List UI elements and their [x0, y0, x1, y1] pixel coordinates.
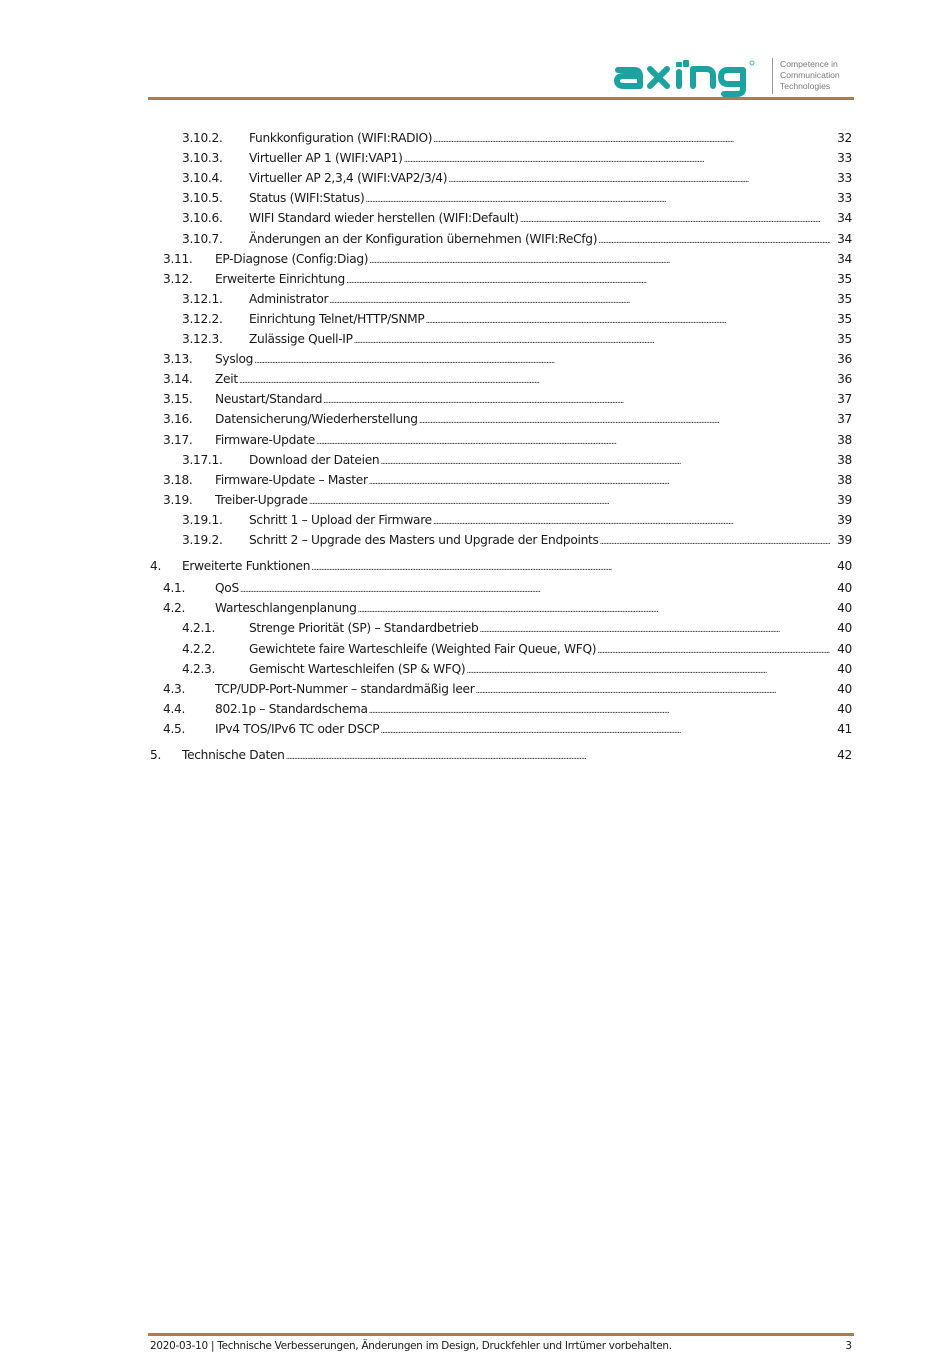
- toc-entry-title: 802.1p – Standardschema: [215, 701, 368, 716]
- toc-dot-leader: [597, 642, 830, 660]
- toc-entry-number: 4.: [150, 558, 162, 573]
- tagline-line: Communication: [780, 70, 840, 80]
- toc-entry-page: 40: [837, 681, 852, 696]
- toc-entry-page: 34: [837, 211, 852, 226]
- toc-entry[interactable]: [148, 129, 852, 147]
- toc-entry-number: 3.12.: [163, 271, 193, 286]
- toc-entry[interactable]: [148, 270, 852, 288]
- toc-dot-leader: [316, 433, 830, 451]
- toc-dot-leader: [475, 682, 830, 700]
- toc-entry-page: 40: [837, 701, 852, 716]
- toc-entry[interactable]: [148, 660, 852, 678]
- toc-entry-page: 36: [837, 352, 852, 367]
- toc-entry[interactable]: [148, 250, 852, 268]
- toc-entry[interactable]: [148, 640, 852, 658]
- toc-entry-title: Neustart/Standard: [215, 392, 323, 407]
- toc-dot-leader: [600, 533, 830, 551]
- toc-entry-title: Status (WIFI:Status): [249, 191, 365, 206]
- header-rule: [148, 97, 854, 100]
- toc-entry-number: 4.2.3.: [182, 661, 216, 676]
- toc-dot-leader: [369, 252, 830, 270]
- toc-entry-number: 3.10.3.: [182, 151, 223, 166]
- toc-entry-number: 5.: [150, 747, 162, 762]
- toc-dot-leader: [254, 352, 830, 370]
- toc-entry[interactable]: [148, 511, 852, 529]
- toc-dot-leader: [365, 191, 830, 209]
- toc-entry[interactable]: [148, 350, 852, 368]
- toc-entry-title: WIFI Standard wieder herstellen (WIFI:Default): [249, 211, 519, 226]
- toc-entry-page: 40: [837, 661, 852, 676]
- toc-dot-leader: [311, 559, 830, 577]
- toc-entry-number: 4.2.: [163, 601, 186, 616]
- toc-entry[interactable]: [148, 290, 852, 308]
- toc-entry-number: 3.13.: [163, 352, 193, 367]
- toc-entry[interactable]: [148, 531, 852, 549]
- toc-entry-title: Gemischt Warteschleifen (SP & WFQ): [249, 661, 466, 676]
- toc-dot-leader: [448, 171, 830, 189]
- toc-entry-number: 3.12.2.: [182, 311, 223, 326]
- toc-dot-leader: [240, 581, 830, 599]
- toc-entry-title: Erweiterte Funktionen: [182, 558, 311, 573]
- toc-entry[interactable]: [148, 491, 852, 509]
- axing-logo: [612, 58, 852, 98]
- toc-entry[interactable]: [148, 390, 852, 408]
- toc-entry-title: Virtueller AP 2,3,4 (WIFI:VAP2/3/4): [249, 171, 448, 186]
- toc-entry[interactable]: [148, 471, 852, 489]
- toc-entry-title: EP-Diagnose (Config:Diag): [215, 251, 369, 266]
- toc-entry-page: 35: [837, 291, 852, 306]
- toc-entry-number: 3.14.: [163, 372, 193, 387]
- axing-wordmark-logo: [612, 58, 768, 98]
- toc-entry-page: 33: [837, 151, 852, 166]
- toc-entry-title: Funkkonfiguration (WIFI:RADIO): [249, 131, 433, 145]
- toc-dot-leader: [380, 453, 830, 471]
- toc-dot-leader: [329, 292, 830, 310]
- toc-dot-leader: [309, 493, 830, 511]
- toc-entry-page: 32: [837, 131, 852, 145]
- toc-entry[interactable]: [148, 451, 852, 469]
- toc-entry-page: 35: [837, 311, 852, 326]
- toc-entry-title: Strenge Priorität (SP) – Standardbetrieb: [249, 621, 479, 636]
- toc-entry[interactable]: [148, 230, 852, 248]
- toc-entry-page: 35: [837, 271, 852, 286]
- toc-dot-leader: [346, 272, 830, 290]
- toc-dot-leader: [419, 412, 830, 430]
- toc-entry-title: Administrator: [249, 291, 329, 306]
- logo-tagline: [780, 59, 840, 92]
- toc-entry-page: 37: [837, 412, 852, 427]
- page-number: 3: [845, 1340, 852, 1352]
- toc-entry-number: 4.2.1.: [182, 621, 216, 636]
- toc-entry-page: 40: [837, 601, 852, 616]
- toc-entry-page: 40: [837, 641, 852, 656]
- toc-entry-title: Warteschlangenplanung: [215, 601, 357, 616]
- toc-entry-title: TCP/UDP-Port-Nummer – standardmäßig leer: [215, 681, 475, 696]
- toc-entry[interactable]: [148, 149, 852, 167]
- toc-entry[interactable]: [148, 209, 852, 227]
- toc-entry-number: 3.17.1.: [182, 452, 223, 467]
- toc-entry-number: 3.10.6.: [182, 211, 223, 226]
- toc-entry[interactable]: [148, 579, 852, 597]
- toc-entry-page: 39: [837, 533, 852, 547]
- toc-entry[interactable]: [148, 746, 852, 764]
- toc-entry-number: 3.19.: [163, 492, 193, 507]
- toc-entry-number: 3.10.2.: [182, 131, 223, 145]
- toc-entry-title: Treiber-Upgrade: [215, 492, 308, 507]
- toc-entry-page: 34: [837, 231, 852, 246]
- toc-entry-title: IPv4 TOS/IPv6 TC oder DSCP: [215, 721, 380, 736]
- toc-entry-page: 36: [837, 372, 852, 387]
- toc-entry-page: 40: [837, 558, 852, 573]
- toc-entry[interactable]: [148, 680, 852, 698]
- toc-entry-number: 3.12.1.: [182, 291, 223, 306]
- toc-entry[interactable]: [148, 330, 852, 348]
- toc-entry[interactable]: [148, 557, 852, 575]
- toc-dot-leader: [466, 662, 830, 680]
- toc-entry-number: 4.4.: [163, 701, 186, 716]
- toc-entry-title: Zeit: [215, 372, 238, 387]
- toc-entry-number: 3.19.1.: [182, 512, 223, 527]
- toc-entry-title: Firmware-Update – Master: [215, 472, 368, 487]
- toc-dot-leader: [598, 232, 830, 250]
- toc-entry-title: Zulässige Quell-IP: [249, 332, 353, 346]
- toc-entry-page: 33: [837, 191, 852, 206]
- toc-entry-title: Schritt 2 – Upgrade des Masters und Upgrade der Endpoints: [249, 533, 599, 547]
- toc-dot-leader: [433, 513, 830, 531]
- toc-entry[interactable]: [148, 370, 852, 388]
- toc-entry-number: 3.10.5.: [182, 191, 223, 206]
- toc-dot-leader: [354, 332, 830, 350]
- toc-dot-leader: [323, 392, 830, 410]
- toc-dot-leader: [358, 601, 830, 619]
- toc-entry[interactable]: [148, 189, 852, 207]
- toc-entry-number: 4.3.: [163, 681, 186, 696]
- toc-entry-number: 3.11.: [163, 251, 193, 266]
- toc-dot-leader: [520, 211, 830, 229]
- toc-entry-page: 39: [837, 492, 852, 507]
- toc-dot-leader: [479, 621, 830, 639]
- toc-entry-number: 3.19.2.: [182, 533, 223, 547]
- toc-entry-page: 33: [837, 171, 852, 186]
- footer-rule: [148, 1333, 854, 1336]
- toc-entry[interactable]: [148, 599, 852, 617]
- toc-entry-title: Schritt 1 – Upload der Firmware: [249, 512, 432, 527]
- toc-entry[interactable]: [148, 720, 852, 738]
- toc-dot-leader: [369, 702, 830, 720]
- toc-entry-title: Datensicherung/Wiederherstellung: [215, 412, 418, 427]
- toc-entry-title: Einrichtung Telnet/HTTP/SNMP: [249, 311, 425, 326]
- toc-entry-number: 3.16.: [163, 412, 193, 427]
- tagline-line: Technologies: [780, 81, 831, 91]
- toc-dot-leader: [380, 722, 830, 740]
- toc-entry-title: Änderungen an der Konfiguration übernehmen (WIFI:ReCfg): [249, 231, 598, 246]
- toc-entry-title: Gewichtete faire Warteschleife (Weighted Fair Queue, WFQ): [249, 641, 597, 656]
- toc-entry-number: 4.1.: [163, 581, 186, 596]
- toc-entry-number: 3.10.4.: [182, 171, 223, 186]
- toc-entry-number: 4.5.: [163, 721, 186, 736]
- toc-entry-number: 3.15.: [163, 392, 193, 407]
- toc-entry-title: QoS: [215, 581, 239, 596]
- toc-entry[interactable]: [148, 700, 852, 718]
- toc-entry-page: 38: [837, 472, 852, 487]
- toc-entry-page: 40: [837, 581, 852, 596]
- toc-entry-page: 37: [837, 392, 852, 407]
- toc-entry[interactable]: [148, 431, 852, 449]
- tagline-line: Competence in: [780, 59, 838, 69]
- toc-entry-page: 41: [837, 721, 852, 736]
- toc-dot-leader: [239, 372, 830, 390]
- toc-dot-leader: [433, 131, 830, 149]
- toc-entry-number: 3.18.: [163, 472, 193, 487]
- toc-entry-page: 40: [837, 621, 852, 636]
- toc-dot-leader: [369, 473, 830, 491]
- toc-entry-title: Download der Dateien: [249, 452, 380, 467]
- toc-entry-page: 34: [837, 251, 852, 266]
- toc-entry[interactable]: [148, 310, 852, 328]
- toc-dot-leader: [425, 312, 830, 330]
- footer-disclaimer: 2020-03-10 | Technische Verbesserungen, Änderungen im Design, Druckfehler und Irrtümer vorbehalten.: [150, 1340, 672, 1352]
- toc-entry-number: 3.17.: [163, 432, 193, 447]
- toc-entry-number: 4.2.2.: [182, 641, 216, 656]
- toc-entry-page: 38: [837, 452, 852, 467]
- toc-entry-title: Syslog: [215, 352, 254, 367]
- toc-entry[interactable]: [148, 169, 852, 187]
- toc-entry-title: Erweiterte Einrichtung: [215, 271, 345, 286]
- toc-entry-title: Firmware-Update: [215, 432, 315, 447]
- logo-divider: [772, 58, 773, 94]
- toc-entry[interactable]: [148, 410, 852, 428]
- toc-entry[interactable]: [148, 619, 852, 637]
- toc-entry-number: 3.12.3.: [182, 332, 223, 346]
- toc-entry-page: 35: [837, 332, 852, 346]
- toc-entry-title: Virtueller AP 1 (WIFI:VAP1): [249, 151, 403, 166]
- toc-entry-page: 38: [837, 432, 852, 447]
- toc-entry-title: Technische Daten: [182, 747, 285, 762]
- toc-dot-leader: [404, 151, 830, 169]
- toc-entry-page: 39: [837, 512, 852, 527]
- toc-dot-leader: [286, 748, 830, 766]
- toc-entry-number: 3.10.7.: [182, 231, 223, 246]
- toc-entry-page: 42: [837, 747, 852, 762]
